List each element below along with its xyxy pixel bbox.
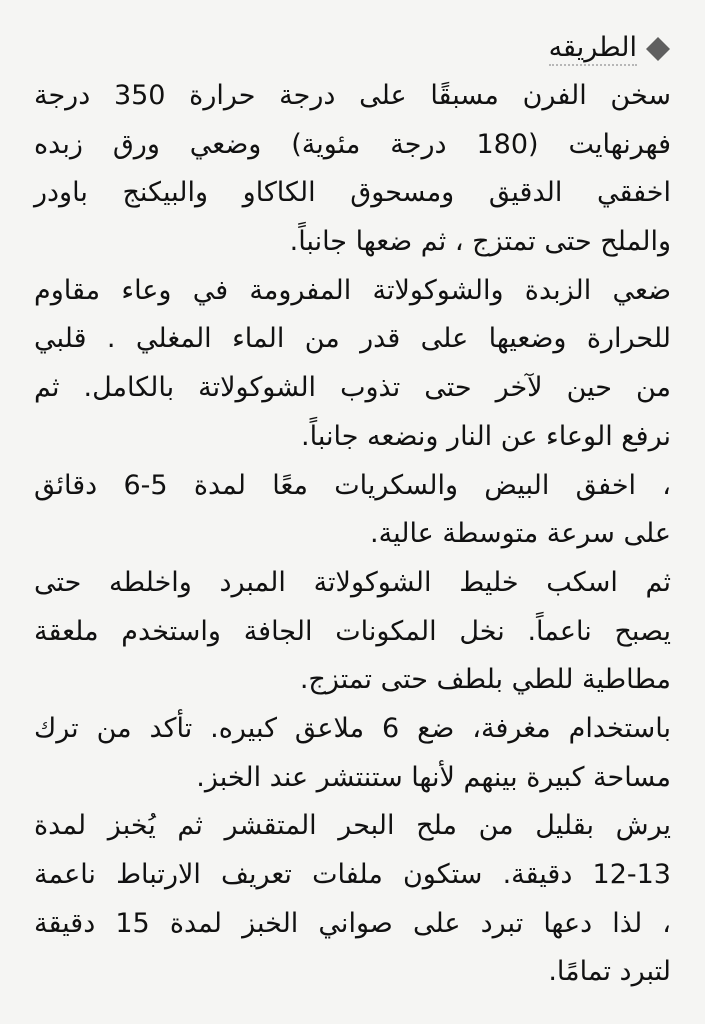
instruction-line-18: ، لذا دعها تبرد على صواني الخبز لمدة 15 دقيقة bbox=[34, 907, 672, 939]
instruction-line-9: ، اخفق البيض والسكريات معًا لمدة 5-6 دقائق bbox=[34, 469, 671, 501]
instruction-line-15: مساحة كبيرة بينهم لأنها ستنتشر عند الخبز. bbox=[196, 761, 671, 793]
instruction-line-3: اخفقي الدقيق ومسحوق الكاكاو والبيكنج باودر bbox=[34, 177, 671, 209]
instruction-line-19: لتبرد تمامًا. bbox=[548, 956, 671, 988]
method-heading bbox=[34, 26, 671, 72]
instruction-line-14: باستخدام مغرفة، ضع 6 ملاعق كبيره. تأكد من ترك bbox=[34, 712, 671, 744]
instruction-line-16: يرش بقليل من ملح البحر المتقشر ثم يُخبز لمدة bbox=[34, 810, 671, 842]
instruction-line-4: والملح حتى تمتزج ، ثم ضعها جانباً. bbox=[289, 226, 671, 258]
instruction-line-12: يصبح ناعماً. نخل المكونات الجافة واستخدم ملعقة bbox=[34, 615, 671, 647]
diamond-icon bbox=[645, 36, 671, 62]
instruction-line-17: 12-13 دقيقة. ستكون ملفات تعريف الارتباط ناعمة bbox=[34, 859, 671, 890]
instruction-line-13: مطاطية للطي بلطف حتى تمتزج. bbox=[299, 664, 671, 696]
method-title: الطريقه bbox=[549, 33, 637, 66]
instruction-line-8: نرفع الوعاء عن النار ونضعه جانباً. bbox=[301, 420, 671, 452]
instruction-line-7: من حين لآخر حتى تذوب الشوكولاتة بالكامل. ثم bbox=[34, 372, 671, 404]
instruction-line-1: سخن الفرن مسبقًا على درجة حرارة 350 درجة bbox=[34, 80, 672, 111]
instruction-line-11: ثم اسكب خليط الشوكولاتة المبرد واخلطه حتى bbox=[34, 566, 671, 598]
instruction-line-10: على سرعة متوسطة عالية. bbox=[370, 518, 671, 550]
instruction-line-2: فهرنهايت (180 درجة مئوية) وضعي ورق زبده bbox=[34, 128, 671, 160]
instruction-line-6: للحرارة وضعيها على قدر من الماء المغلي . قلبي bbox=[34, 323, 671, 355]
instruction-line-5: ضعي الزبدة والشوكولاتة المفرومة في وعاء مقاوم bbox=[34, 274, 671, 306]
